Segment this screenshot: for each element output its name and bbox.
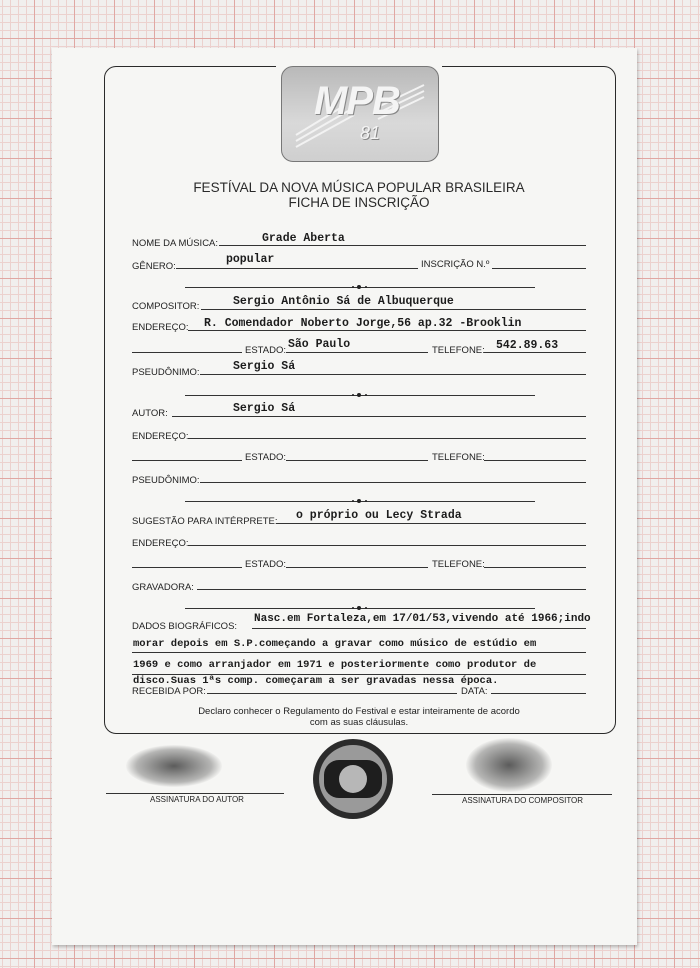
pseudonimo-line <box>200 374 586 375</box>
gravadora-label: GRAVADORA: <box>132 582 194 593</box>
separator-tick <box>365 607 367 609</box>
autor-signature-line <box>106 793 284 794</box>
autor-signature-mark <box>126 745 222 787</box>
interprete-telefone-line <box>484 567 586 568</box>
autor-telefone-line <box>484 460 586 461</box>
interprete-endereco-label: ENDEREÇO: <box>132 538 189 549</box>
pseudonimo-value: Sergio Sá <box>233 360 296 373</box>
pseudonimo-label: PSEUDÔNIMO: <box>132 367 200 378</box>
autor-estado-line <box>286 460 428 461</box>
endereco-line <box>188 330 586 331</box>
interprete-telefone-label: TELEFONE: <box>432 559 485 570</box>
inscricao-label: INSCRIÇÃO N.º <box>421 259 490 270</box>
bio-line-1: Nasc.em Fortaleza,em 17/01/53,vivendo até 1966;indo <box>254 613 591 625</box>
interprete-estado-label: ESTADO: <box>245 559 286 570</box>
compositor-signature-line <box>432 794 612 795</box>
autor-line <box>172 416 586 417</box>
logo-year: 81 <box>360 123 381 143</box>
separator-tick <box>365 394 367 396</box>
gravadora-line <box>197 589 586 590</box>
dados-label: DADOS BIOGRÁFICOS: <box>132 621 238 632</box>
telefone-label: TELEFONE: <box>432 345 485 356</box>
estado-value: São Paulo <box>288 338 351 351</box>
data-label: DATA: <box>461 686 488 697</box>
separator-tick <box>352 500 354 502</box>
recebida-line <box>207 693 457 694</box>
sugestao-line <box>276 523 586 524</box>
separator-dot <box>357 393 361 397</box>
dados-line-2 <box>132 652 586 653</box>
autor-signature-label: ASSINATURA DO AUTOR <box>150 795 244 804</box>
autor-label: AUTOR: <box>132 408 168 419</box>
dados-line-1 <box>252 628 586 629</box>
data-line <box>491 693 586 694</box>
autor-cidade-line <box>132 460 242 461</box>
separator-dot <box>357 606 361 610</box>
separator-tick <box>352 286 354 288</box>
interprete-cidade-line <box>132 567 242 568</box>
autor-value: Sergio Sá <box>233 402 296 415</box>
inscricao-line <box>492 268 586 269</box>
sugestao-label: SUGESTÃO PARA INTÉRPRETE: <box>132 516 278 527</box>
separator-dot <box>357 285 361 289</box>
nome-musica-value: Grade Aberta <box>262 232 345 245</box>
telefone-line <box>484 352 586 353</box>
autor-estado-label: ESTADO: <box>245 452 286 463</box>
autor-endereco-line <box>188 438 586 439</box>
compositor-label: COMPOSITOR: <box>132 301 200 312</box>
genero-label: GÊNERO: <box>132 261 176 272</box>
separator-tick <box>365 286 367 288</box>
sugestao-value: o próprio ou Lecy Strada <box>296 509 462 522</box>
endereco-label: ENDEREÇO: <box>132 322 189 333</box>
tv-globo-emblem <box>310 738 396 820</box>
bio-line-4: disco.Suas 1ªs comp. começaram a ser gravadas nessa época. <box>133 675 499 687</box>
autor-pseudonimo-line <box>200 482 586 483</box>
autor-pseudonimo-label: PSEUDÔNIMO: <box>132 475 200 486</box>
form-frame <box>104 66 616 734</box>
estado-label: ESTADO: <box>245 345 286 356</box>
recebida-label: RECEBIDA POR: <box>132 686 206 697</box>
bio-line-2: morar depois em S.P.começando a gravar como músico de estúdio em <box>133 638 537 650</box>
nome-musica-label: NOME DA MÚSICA: <box>132 238 219 249</box>
separator-tick <box>352 394 354 396</box>
form-subtitle: FICHA DE INSCRIÇÃO <box>288 195 430 210</box>
endereco-value: R. Comendador Noberto Jorge,56 ap.32 -Brooklin <box>204 317 522 330</box>
nome-musica-line <box>219 245 586 246</box>
estado-line <box>286 352 428 353</box>
genero-line <box>176 268 418 269</box>
separator-dot <box>357 499 361 503</box>
cidade-line <box>132 352 242 353</box>
interprete-estado-line <box>286 567 428 568</box>
bio-line-3: 1969 e como arranjador em 1971 e posteriormente como produtor de <box>133 659 537 671</box>
declaration-line-2: com as suas cláusulas. <box>309 717 409 728</box>
genero-value: popular <box>226 253 275 266</box>
compositor-line <box>201 309 586 310</box>
autor-telefone-label: TELEFONE: <box>432 452 485 463</box>
compositor-signature-mark <box>466 738 552 792</box>
telefone-value: 542.89.63 <box>496 339 559 352</box>
form-title: FESTÍVAL DA NOVA MÚSICA POPULAR BRASILEIRA <box>193 180 525 195</box>
separator-tick <box>365 500 367 502</box>
logo-text: MPB <box>314 79 400 123</box>
interprete-endereco-line <box>188 545 586 546</box>
compositor-value: Sergio Antônio Sá de Albuquerque <box>233 295 454 308</box>
compositor-signature-label: ASSINATURA DO COMPOSITOR <box>462 796 584 805</box>
declaration-line-1: Declaro conhecer o Regulamento do Festival e estar inteiramente de acordo <box>198 706 520 717</box>
mpb-logo <box>281 66 439 162</box>
separator-tick <box>352 607 354 609</box>
autor-endereco-label: ENDEREÇO: <box>132 431 189 442</box>
